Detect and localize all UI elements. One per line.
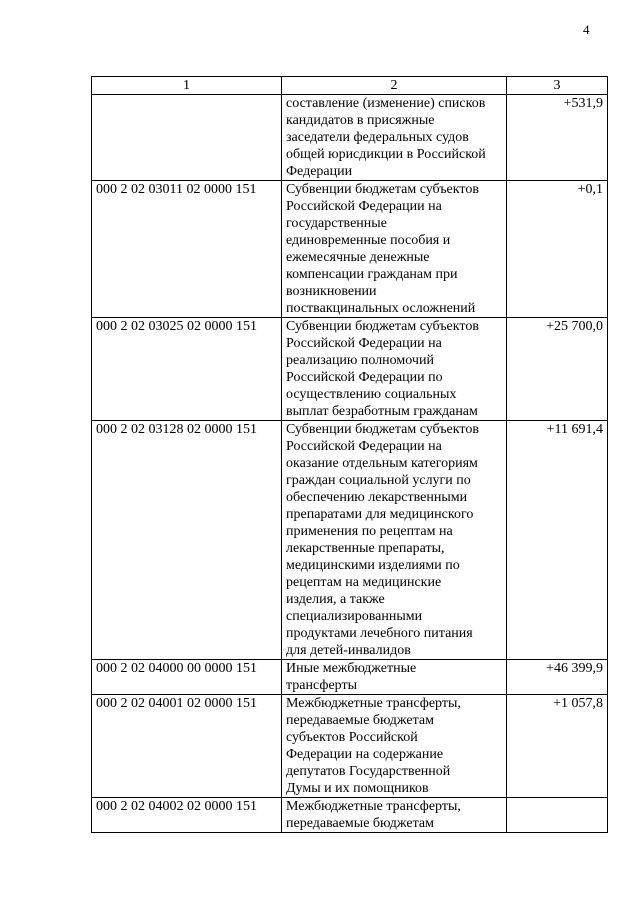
column-header: 1 [92,77,282,95]
item-name: Субвенции бюджетам субъектов Российской Федерации на государственные единовременные пособия и ежемесячные денежные компенсации гражданам при возникновении поствакцинальных осложнений [282,181,507,318]
item-name: Межбюджетные трансферты, передаваемые бюджетам субъектов Российской Федерации на содержание депутатов Государственной Думы и их помощников [282,695,507,798]
table-row [92,95,608,181]
item-name: Межбюджетные трансферты, передаваемые бюджетам [282,798,507,833]
budget-code: 000 2 02 03128 02 0000 151 [92,421,282,660]
item-name: составление (изменение) списков кандидатов в присяжные заседатели федеральных судов общей юрисдикции в Российской Федерации [282,95,507,181]
budget-code: 000 2 02 03025 02 0000 151 [92,318,282,421]
budget-code: 000 2 02 04002 02 0000 151 [92,798,282,833]
item-amount: +531,9 [507,95,608,181]
column-header: 2 [282,77,507,95]
item-amount: +1 057,8 [507,695,608,798]
page-number: 4 [583,22,590,37]
budget-table [91,76,608,833]
table-row [92,695,608,798]
column-header: 3 [507,77,608,95]
table-row [92,798,608,833]
item-amount [507,798,608,833]
item-name: Иные межбюджетные трансферты [282,660,507,695]
item-name: Субвенции бюджетам субъектов Российской Федерации на реализацию полномочий Российской Федерации по осуществлению социальных выплат безработным гражданам [282,318,507,421]
item-amount: +46 399,9 [507,660,608,695]
budget-code: 000 2 02 03011 02 0000 151 [92,181,282,318]
budget-code [92,95,282,181]
budget-code: 000 2 02 04000 00 0000 151 [92,660,282,695]
item-amount: +11 691,4 [507,421,608,660]
table-row [92,318,608,421]
table-row [92,181,608,318]
item-amount: +0,1 [507,181,608,318]
table-header-row [92,77,608,95]
table-row [92,660,608,695]
item-name: Субвенции бюджетам субъектов Российской Федерации на оказание отдельным категориям граждан социальной услуги по обеспечению лекарственными препаратами для медицинского применения по рецептам на лекарственные препараты, медицинскими изделиями по рецептам на медицинские изделия, а также специализированными продуктами лечебного питания для детей-инвалидов [282,421,507,660]
budget-code: 000 2 02 04001 02 0000 151 [92,695,282,798]
table-row [92,421,608,660]
item-amount: +25 700,0 [507,318,608,421]
